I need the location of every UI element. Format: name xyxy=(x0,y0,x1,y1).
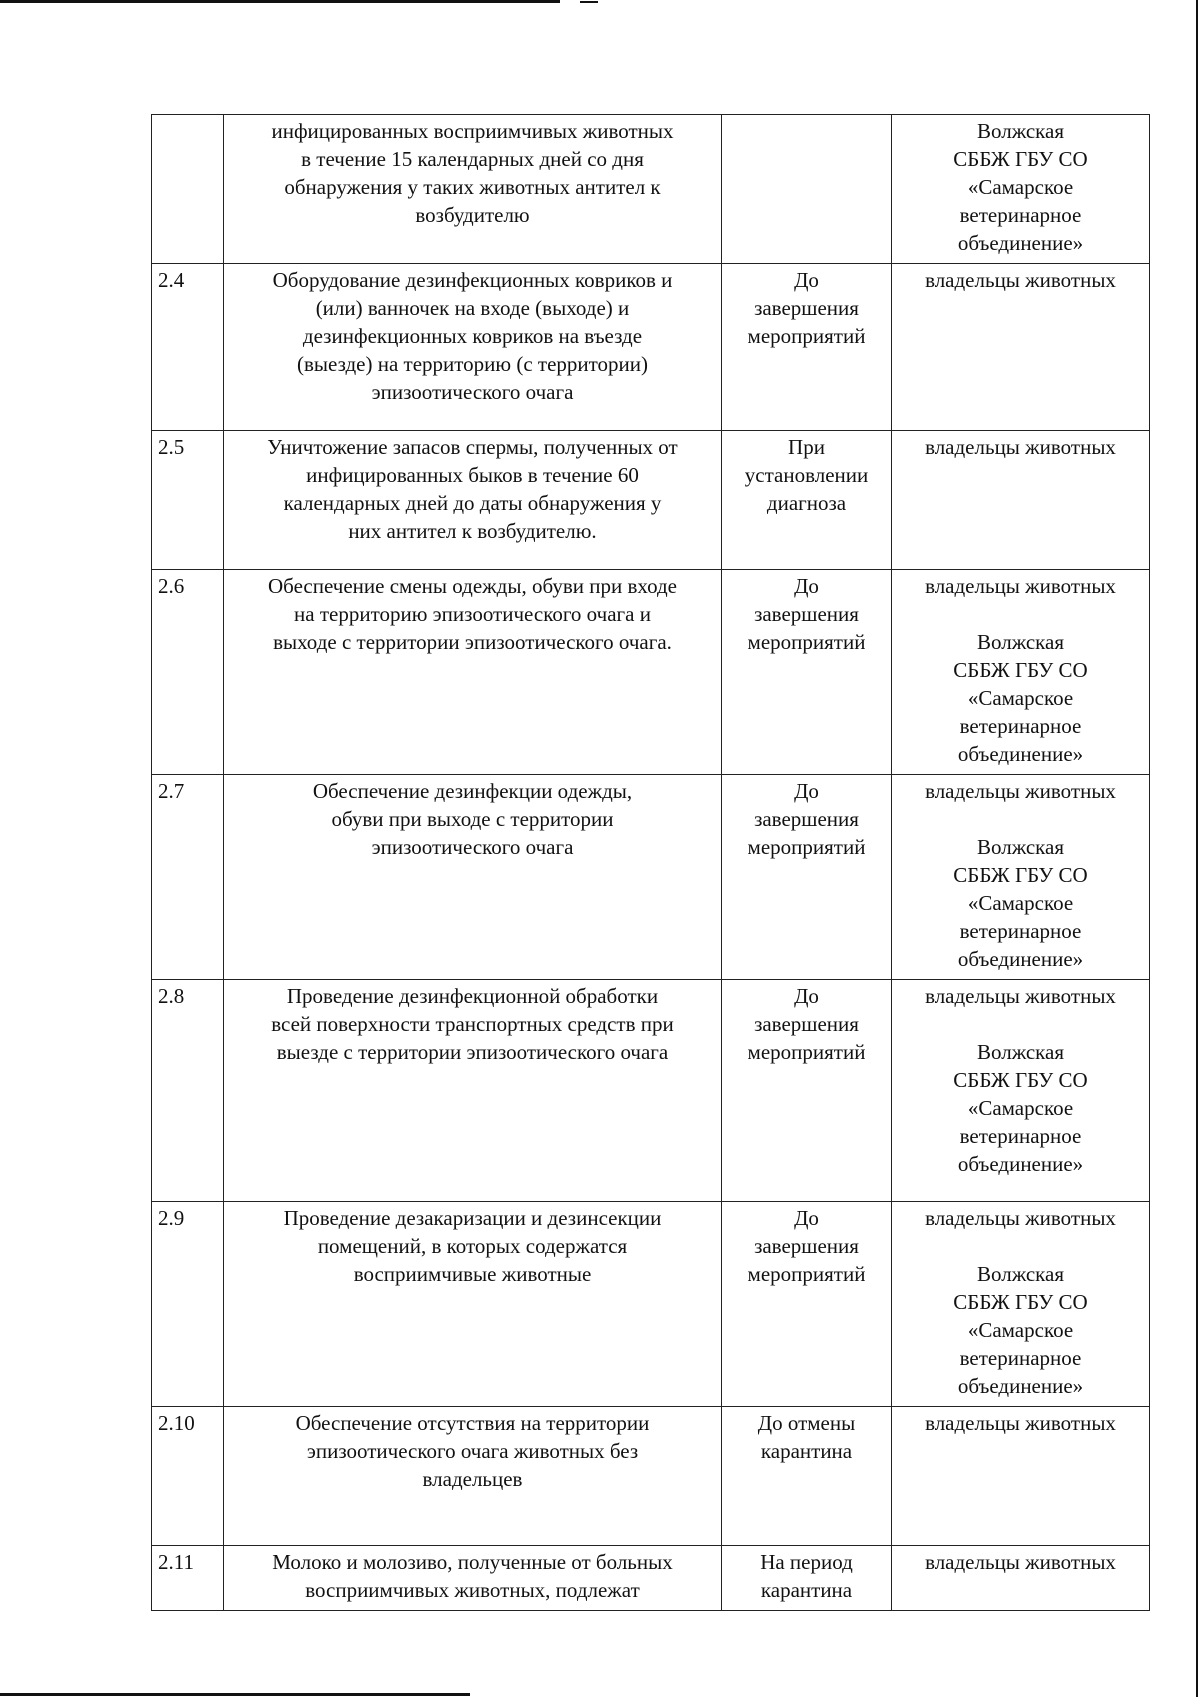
row-action: Обеспечение дезинфекции одежды, обуви при выходе с территории эпизоотического очага xyxy=(224,775,722,980)
row-responsible: владельцы животных xyxy=(892,1546,1150,1611)
row-number: 2.6 xyxy=(152,570,224,775)
row-action: Обеспечение отсутствия на территории эпизоотического очага животных без владельцев xyxy=(224,1407,722,1546)
row-responsible: владельцы животных xyxy=(892,431,1150,570)
row-number xyxy=(152,115,224,264)
row-responsible: Волжская СББЖ ГБУ СО «Самарское ветеринарное объединение» xyxy=(892,115,1150,264)
table-row xyxy=(152,115,1150,264)
row-number: 2.9 xyxy=(152,1202,224,1407)
row-responsible: владельцы животных Волжская СББЖ ГБУ СО «Самарское ветеринарное объединение» xyxy=(892,775,1150,980)
row-action: Уничтожение запасов спермы, полученных от инфицированных быков в течение 60 календарных дней до даты обнаружения у них антител к возбудителю. xyxy=(224,431,722,570)
table-row xyxy=(152,431,1150,570)
row-term: До завершения мероприятий xyxy=(722,775,892,980)
row-term: На период карантина xyxy=(722,1546,892,1611)
row-responsible: владельцы животных Волжская СББЖ ГБУ СО «Самарское ветеринарное объединение» xyxy=(892,980,1150,1202)
row-number: 2.10 xyxy=(152,1407,224,1546)
row-term: До завершения мероприятий xyxy=(722,570,892,775)
scan-edge-bottom xyxy=(0,1693,470,1696)
row-term: До завершения мероприятий xyxy=(722,1202,892,1407)
table-row xyxy=(152,1407,1150,1546)
row-action: Обеспечение смены одежды, обуви при входе на территорию эпизоотического очага и выходе с территории эпизоотического очага. xyxy=(224,570,722,775)
row-action: Проведение дезакаризации и дезинсекции помещений, в которых содержатся восприимчивые животные xyxy=(224,1202,722,1407)
row-term: До отмены карантина xyxy=(722,1407,892,1546)
row-responsible: владельцы животных Волжская СББЖ ГБУ СО «Самарское ветеринарное объединение» xyxy=(892,1202,1150,1407)
row-action: инфицированных восприимчивых животных в течение 15 календарных дней со дня обнаружения у таких животных антител к возбудителю xyxy=(224,115,722,264)
table-row xyxy=(152,570,1150,775)
row-term: До завершения мероприятий xyxy=(722,980,892,1202)
scan-edge-top xyxy=(0,0,560,3)
table-row xyxy=(152,775,1150,980)
table-row xyxy=(152,980,1150,1202)
scan-edge-top-right xyxy=(580,1,598,3)
row-responsible: владельцы животных xyxy=(892,264,1150,431)
scan-edge-right xyxy=(1196,0,1198,1697)
table-row xyxy=(152,264,1150,431)
row-action: Проведение дезинфекционной обработки всей поверхности транспортных средств при выезде с территории эпизоотического очага xyxy=(224,980,722,1202)
row-action: Оборудование дезинфекционных ковриков и (или) ванночек на входе (выходе) и дезинфекционных ковриков на въезде (выезде) на территорию (с территории) эпизоотического очага xyxy=(224,264,722,431)
row-number: 2.4 xyxy=(152,264,224,431)
row-number: 2.8 xyxy=(152,980,224,1202)
row-term: При установлении диагноза xyxy=(722,431,892,570)
row-number: 2.11 xyxy=(152,1546,224,1611)
measures-table xyxy=(151,114,1150,1611)
row-term: До завершения мероприятий xyxy=(722,264,892,431)
row-number: 2.5 xyxy=(152,431,224,570)
row-responsible: владельцы животных Волжская СББЖ ГБУ СО «Самарское ветеринарное объединение» xyxy=(892,570,1150,775)
row-action: Молоко и молозиво, полученные от больных восприимчивых животных, подлежат xyxy=(224,1546,722,1611)
row-term xyxy=(722,115,892,264)
table-row xyxy=(152,1202,1150,1407)
row-responsible: владельцы животных xyxy=(892,1407,1150,1546)
table-row xyxy=(152,1546,1150,1611)
row-number: 2.7 xyxy=(152,775,224,980)
